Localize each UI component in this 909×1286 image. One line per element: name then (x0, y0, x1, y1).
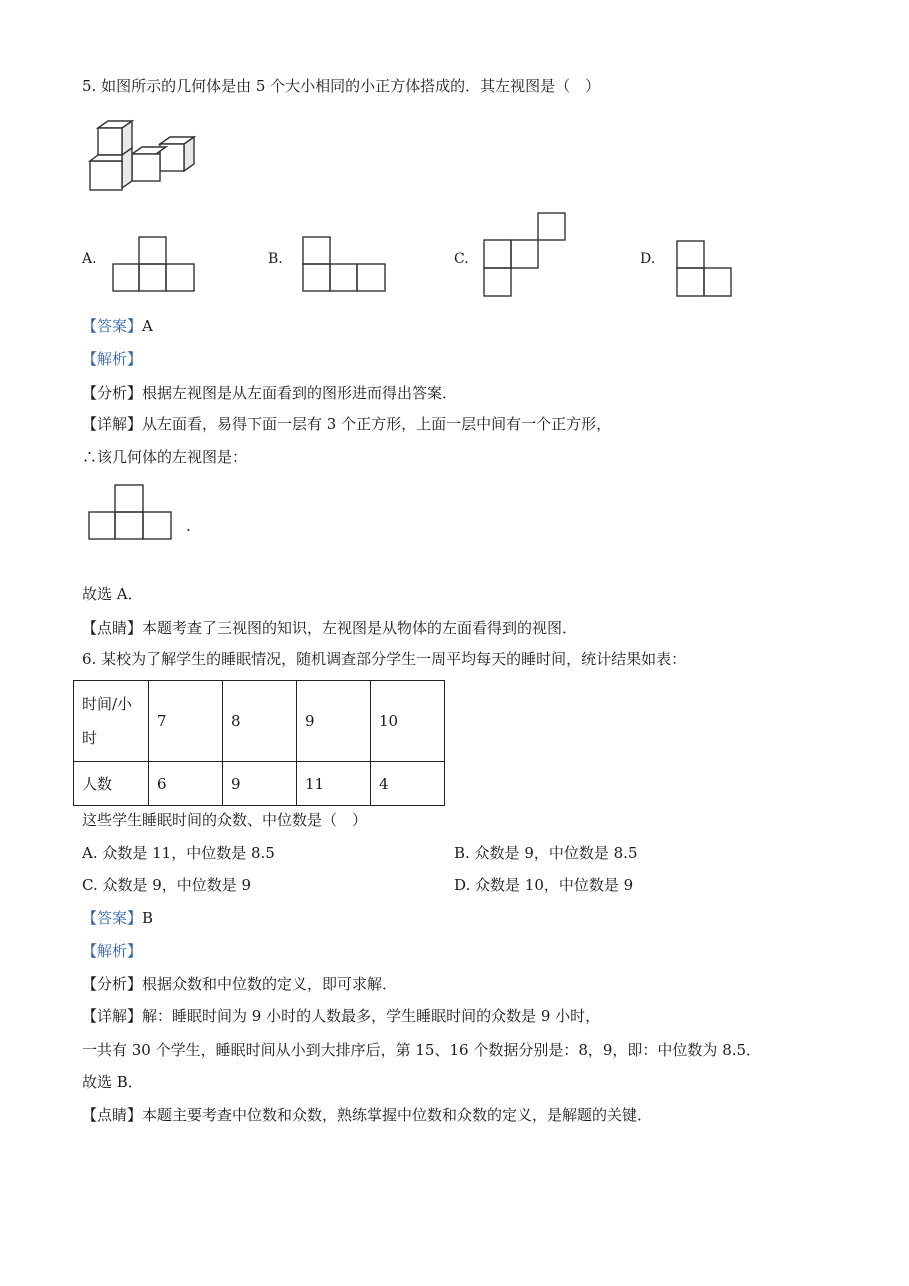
figure-period: . (186, 517, 191, 535)
left-view-figure-icon (88, 484, 174, 542)
xiangjie-tag: 【详解】 (82, 415, 143, 433)
q6-choice-c: C. 众数是 9，中位数是 9 (82, 876, 252, 894)
table-cell: 6 (149, 762, 223, 806)
option-b-view-icon (302, 236, 388, 292)
option-a-view-icon (112, 236, 196, 292)
table-cell: 9 (223, 762, 297, 806)
dianjing-tag: 【点睛】 (82, 1106, 143, 1124)
q5-choose: 故选 A． (82, 585, 143, 603)
xiangjie-text: 从左面看，易得下面一层有 3 个正方形，上面一层中间有一个正方形， (142, 415, 612, 433)
q5-dianjing (82, 618, 577, 638)
dianjing-text: 本题考查了三视图的知识，左视图是从物体的左面看得到的视图． (142, 619, 578, 637)
q6-stem: 6. 某校为了解学生的睡眠情况，随机调查部分学生一周平均每天的睡时间，统计结果如表： (82, 650, 687, 668)
answer-tag: 【答案】 (82, 317, 143, 335)
q6-answer (82, 908, 153, 928)
table-row (74, 681, 445, 762)
q6-xiangjie-2: 一共有 30 个学生，睡眠时间从小到大排序后，第 15、16 个数据分别是：8，9，即：中位数为 8.5． (82, 1041, 762, 1059)
table-cell: 9 (297, 681, 371, 762)
q5-stem: 5. 如图所示的几何体是由 5 个大小相同的小正方体搭成的．其左视图是（ ） (82, 77, 601, 95)
q5-conclusion: ∴该几何体的左视图是： (82, 448, 248, 466)
xiangjie-tag: 【详解】 (82, 1007, 143, 1025)
answer-value: A (142, 317, 153, 335)
q6-choice-d: D. 众数是 10，中位数是 9 (454, 876, 634, 894)
table-cell: 7 (149, 681, 223, 762)
option-b-label: B. (268, 251, 283, 267)
q6-analysis-tag: 【解析】 (82, 942, 143, 960)
table-row (74, 762, 445, 806)
q5-fenxi (82, 383, 457, 403)
dianjing-tag: 【点睛】 (82, 619, 143, 637)
option-c-view-icon (483, 212, 567, 298)
table-header-cell: 人数 (74, 762, 149, 806)
option-a-label: A. (82, 251, 97, 267)
fenxi-tag: 【分析】 (82, 384, 143, 402)
cube-stack-3d-icon (88, 118, 200, 194)
answer-value: B (142, 909, 154, 927)
fenxi-text: 根据左视图是从左面看到的图形进而得出答案． (142, 384, 458, 402)
q5-answer (82, 316, 153, 336)
answer-tag: 【答案】 (82, 909, 143, 927)
option-d-label: D. (640, 251, 656, 267)
option-c-label: C. (454, 251, 469, 267)
table-cell: 11 (297, 762, 371, 806)
q6-choose: 故选 B． (82, 1073, 143, 1091)
q6-dianjing (82, 1105, 652, 1125)
xiangjie-text: 解：睡眠时间为 9 小时的人数最多，学生睡眠时间的众数是 9 小时， (142, 1007, 601, 1025)
sleep-time-table (73, 680, 445, 806)
q6-question: 这些学生睡眠时间的众数、中位数是（ ） (82, 811, 368, 829)
table-header-cell: 时间/小时 (74, 681, 149, 762)
table-cell: 10 (371, 681, 445, 762)
q5-xiangjie (82, 414, 611, 434)
q6-choice-b: B. 众数是 9，中位数是 8.5 (454, 844, 638, 862)
fenxi-tag: 【分析】 (82, 975, 143, 993)
q6-choice-a: A. 众数是 11，中位数是 8.5 (82, 844, 275, 862)
q6-fenxi (82, 974, 397, 994)
q5-analysis-tag: 【解析】 (82, 350, 143, 368)
q6-xiangjie (82, 1006, 600, 1026)
table-cell: 8 (223, 681, 297, 762)
option-d-view-icon (676, 240, 734, 298)
dianjing-text: 本题主要考查中位数和众数，熟练掌握中位数和众数的定义，是解题的关键． (142, 1106, 653, 1124)
fenxi-text: 根据众数和中位数的定义，即可求解． (142, 975, 398, 993)
table-cell: 4 (371, 762, 445, 806)
